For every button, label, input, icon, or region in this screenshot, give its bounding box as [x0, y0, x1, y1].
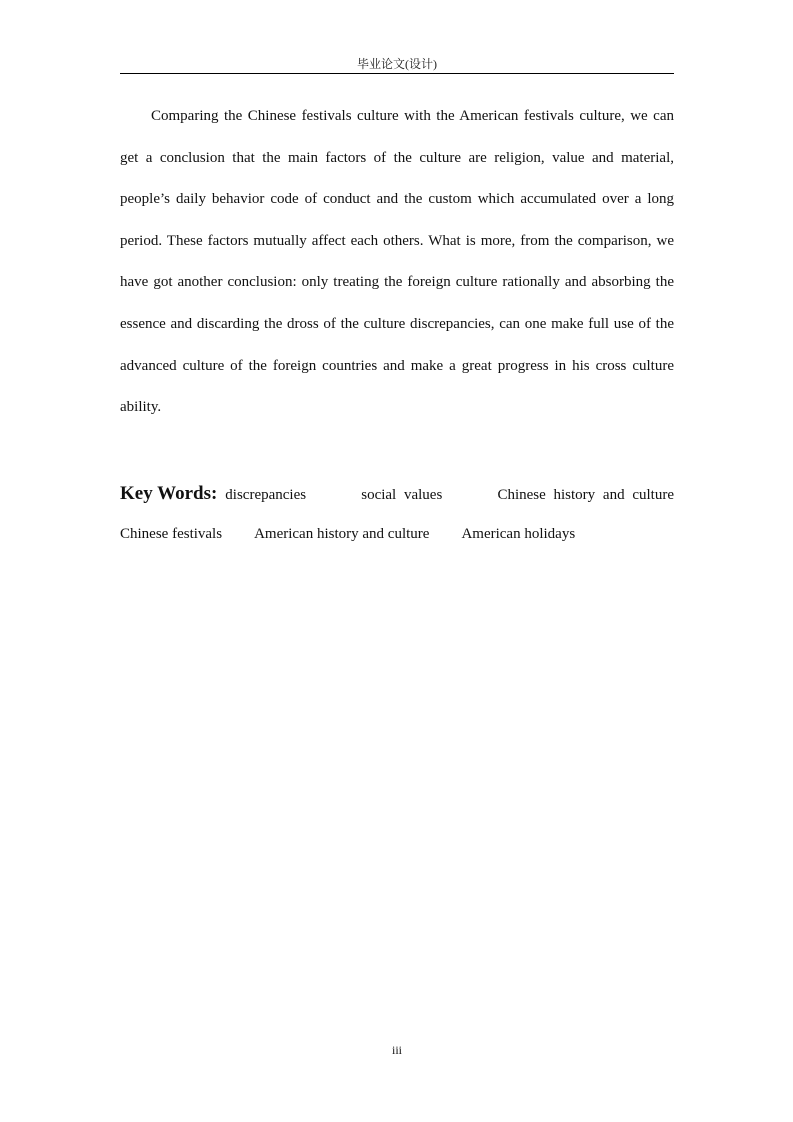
keywords-lead: [120, 474, 306, 515]
keywords-line-1: [120, 474, 674, 514]
keyword-american-holidays: American holidays: [461, 526, 576, 542]
header-rule: [120, 73, 674, 74]
keyword-chinese-festivals: Chinese festivals: [120, 526, 223, 542]
abstract-paragraph: Comparing the Chinese festivals culture with the American festivals culture, we can get a conclusion that the main factors of the culture are religion, value and material, people’s daily behavior code of conduct and the custom which accumulated over a long period. These factors mutually affect each others. What is more, from the comparison, we have got another conclusion: only treating the foreign culture rationally and absorbing the essence and discarding the dross of the culture discrepancies, can one make full use of the advanced culture of the foreign countries and make a great progress in his cross culture ability.: [120, 108, 674, 416]
keywords-label: Key Words:: [120, 483, 218, 504]
keyword-discrepancies: discrepancies: [225, 487, 307, 503]
keywords-line-2: [120, 514, 674, 554]
keyword-social-values: social values: [361, 487, 443, 503]
page-number: iii: [391, 1043, 402, 1057]
keyword-american-history-and-culture: American history and culture: [254, 526, 430, 542]
running-header: 毕业论文(设计): [357, 57, 437, 71]
keywords-section: [120, 474, 674, 554]
keyword-chinese-history-and-culture: Chinese history and culture: [497, 487, 674, 503]
